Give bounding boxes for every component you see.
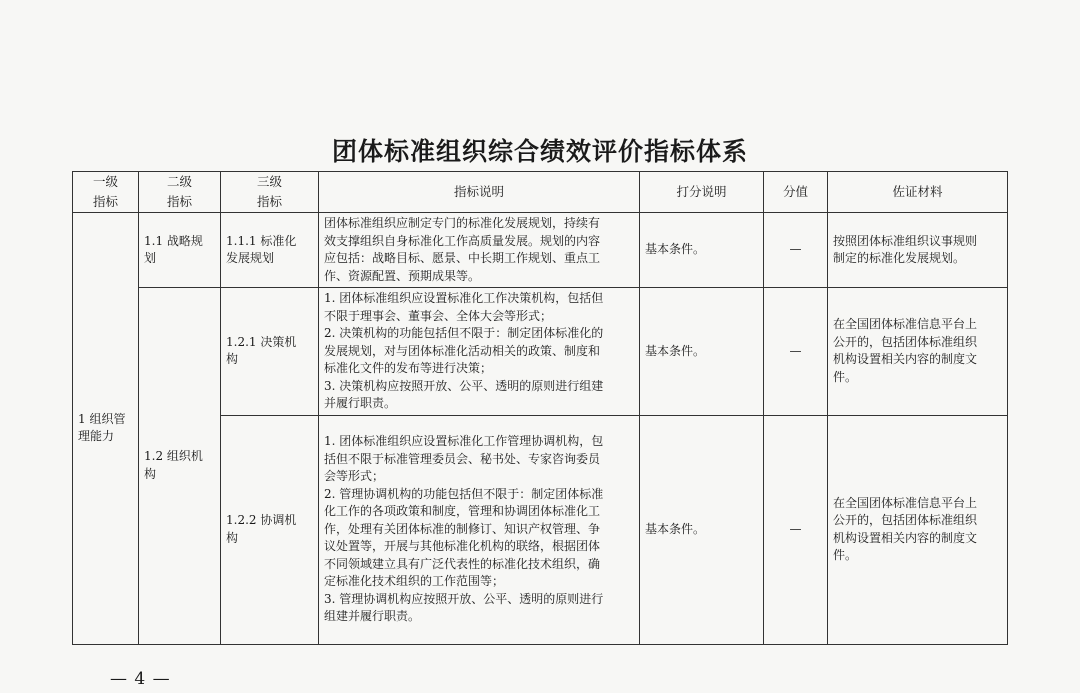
table-row	[73, 213, 1008, 288]
scoring-cell: 基本条件。	[640, 213, 764, 288]
description-line: 3. 管理协调机构应按照开放、公平、透明的原则进行	[324, 591, 604, 606]
header-description: 指标说明	[319, 172, 640, 213]
level3-line: 1.2.1 决策机	[226, 334, 297, 349]
description-line: 应包括：战略目标、愿景、中长期工作规划、重点工	[324, 251, 601, 265]
evidence-line: 制定的标准化发展规划。	[833, 251, 966, 265]
evidence-cell	[828, 415, 1008, 644]
level3-line: 构	[226, 530, 239, 545]
level3-cell	[221, 415, 319, 644]
level1-line: 理能力	[78, 429, 115, 444]
description-line: 效支撑组织自身标准化工作高质量发展。规划的内容	[324, 233, 601, 248]
scoring-cell: 基本条件。	[640, 288, 764, 416]
header-level1-line: 指标	[92, 194, 118, 209]
description-line: 并履行职责。	[324, 396, 397, 410]
level3-line: 发展规划	[226, 251, 275, 265]
evidence-line: 机构设置相关内容的制度文	[833, 530, 978, 545]
description-line: 化工作的各项政策和制度，管理和协调团体标准化工	[324, 504, 601, 519]
level2-line: 构	[144, 466, 157, 481]
header-level1	[73, 172, 139, 213]
description-line: 1. 团体标准组织应设置标准化工作管理协调机构，包	[324, 434, 604, 449]
description-cell	[319, 213, 640, 288]
evidence-line: 按照团体标准组织议事规则	[833, 233, 978, 248]
description-line: 1. 团体标准组织应设置标准化工作决策机构，包括但	[324, 291, 604, 305]
description-line: 发展规划，对与团体标准化活动相关的政策、制度和	[324, 343, 601, 358]
header-level3	[221, 172, 319, 213]
page-number: — 4 —	[110, 669, 171, 689]
level1-cell	[73, 213, 139, 645]
points-cell: —	[764, 213, 828, 288]
evidence-cell	[828, 213, 1008, 288]
description-line: 团体标准组织应制定专门的标准化发展规划，持续有	[324, 216, 601, 230]
header-scoring: 打分说明	[640, 172, 764, 213]
points-cell: —	[764, 415, 828, 644]
evidence-cell	[828, 288, 1008, 416]
description-line: 作、资源配置、预期成果等。	[324, 268, 481, 283]
document-title: 团体标准组织综合绩效评价指标体系	[331, 137, 748, 166]
header-level2-line: 指标	[166, 194, 192, 209]
description-cell	[319, 288, 640, 416]
evidence-line: 在全国团体标准信息平台上	[833, 317, 978, 332]
evidence-line: 件。	[833, 548, 858, 562]
description-line: 会等形式；	[324, 469, 385, 484]
evidence-line: 件。	[833, 369, 858, 384]
evidence-line: 公开的，包括团体标准组织	[833, 334, 978, 349]
description-cell	[319, 415, 640, 644]
level2-line: 划	[144, 251, 157, 265]
description-line: 3. 决策机构应按照开放、公平、透明的原则进行组建	[324, 378, 604, 393]
level1-line: 1 组织管	[78, 411, 126, 426]
description-line: 括但不限于标准管理委员会、秘书处、专家咨询委员	[324, 451, 601, 466]
evaluation-index-table	[72, 171, 1008, 645]
level2-cell	[139, 213, 221, 288]
table-header-row	[73, 172, 1008, 213]
description-line: 议处置等，开展与其他标准化机构的联络，根据团体	[324, 539, 601, 554]
description-line: 定标准化技术组织的工作范围等；	[324, 574, 505, 589]
evidence-line: 公开的，包括团体标准组织	[833, 513, 978, 527]
level3-cell	[221, 288, 319, 416]
level2-line: 1.2 组织机	[144, 449, 203, 464]
table-row	[73, 288, 1008, 416]
evidence-line: 在全国团体标准信息平台上	[833, 495, 978, 510]
header-level3-line: 三级	[256, 174, 282, 189]
evidence-line: 机构设置相关内容的制度文	[833, 352, 978, 367]
header-evidence: 佐证材料	[828, 172, 1008, 213]
level3-line: 1.1.1 标准化	[226, 233, 297, 248]
header-level2-line: 二级	[166, 174, 192, 189]
description-line: 2. 管理协调机构的功能包括但不限于：制定团体标准	[324, 486, 604, 501]
header-level3-line: 指标	[256, 194, 282, 209]
scoring-cell: 基本条件。	[640, 415, 764, 644]
description-line: 2. 决策机构的功能包括但不限于：制定团体标准化的	[324, 326, 604, 340]
level2-cell	[139, 288, 221, 645]
level2-line: 1.1 战略规	[144, 233, 203, 248]
description-line: 不同领域建立具有广泛代表性的标准化技术组织，确	[324, 556, 601, 571]
description-line: 组建并履行职责。	[324, 609, 421, 624]
level3-cell	[221, 213, 319, 288]
header-level2	[139, 172, 221, 213]
header-level1-line: 一级	[92, 174, 118, 189]
description-line: 标准化文件的发布等进行决策；	[324, 361, 493, 375]
level3-line: 1.2.2 协调机	[226, 513, 297, 527]
points-cell: —	[764, 288, 828, 416]
header-points: 分值	[764, 172, 828, 213]
level3-line: 构	[226, 352, 239, 367]
description-line: 作，处理有关团体标准的制修订、知识产权管理、争	[324, 521, 601, 536]
description-line: 不限于理事会、董事会、全体大会等形式；	[324, 308, 553, 323]
